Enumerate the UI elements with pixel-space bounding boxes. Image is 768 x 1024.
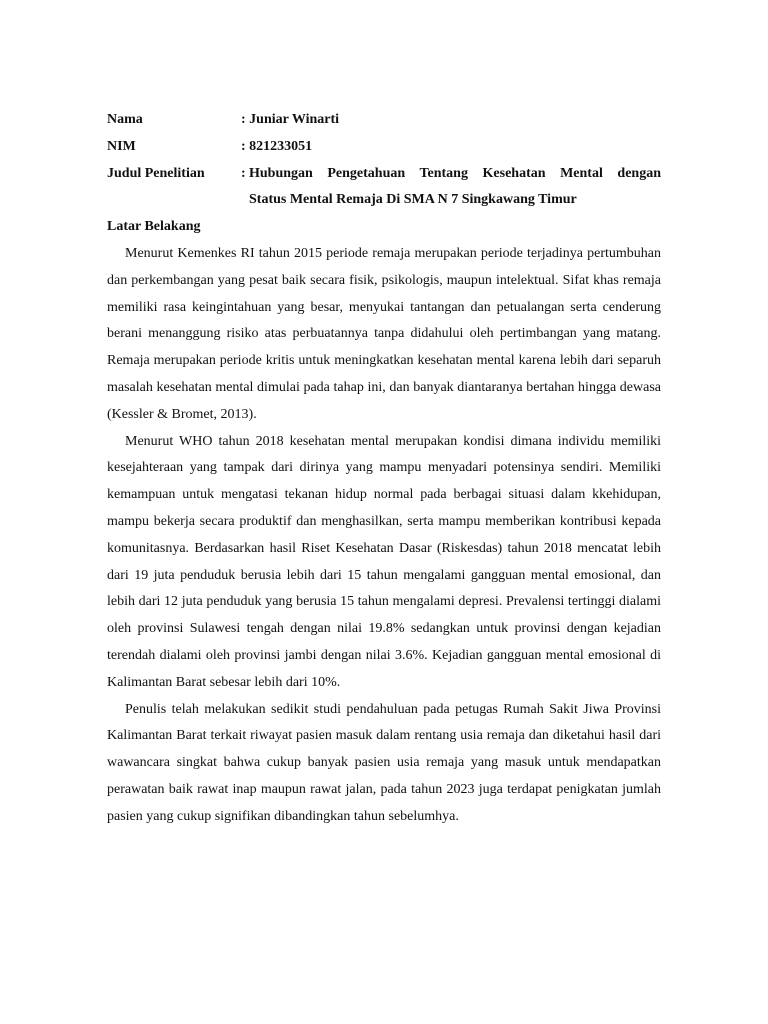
- paragraph-1: Menurut Kemenkes RI tahun 2015 periode remaja merupakan periode terjadinya pertumbuhan dan perkembangan yang pesat baik secara fisik, psikologis, maupun intelektual. Sifat khas remaja memiliki rasa keingintahuan yang besar, menyukai tantangan dan petualangan serta cenderung berani menanggung risiko atas perbuatannya tanpa didahului oleh pertimbangan yang matang. Remaja merupakan periode kritis untuk meningkatkan kesehatan mental karena lebih dari separuh masalah kesehatan mental dimulai pada tahap ini, dan banyak diantaranya bertahan hingga dewasa (Kessler & Bromet, 2013).: [107, 245, 661, 422]
- nim-label: NIM: [107, 138, 136, 154]
- paragraph-2: Menurut WHO tahun 2018 kesehatan mental merupakan kondisi dimana individu memiliki kesejahteraan yang tampak dari dirinya yang mampu menyadari potensinya sendiri. Memiliki kemampuan untuk mengatasi tekanan hidup normal pada berbagai situasi dalam kkehidupan, mampu bekerja secara produktif dan menghasilkan, serta mampu memberikan kontribusi kepada komunitasnya. Berdasarkan hasil Riset Kesehatan Dasar (Riskesdas) tahun 2018 mencatat lebih dari 19 juta penduduk berusia lebih dari 15 tahun mengalami gangguan mental emosional, dan lebih dari 12 juta penduduk yang berusia 15 tahun mengalami depresi. Prevalensi tertinggi dialami oleh provinsi Sulawesi tengah dengan nilai 19.8% sedangkan untuk provinsi dengan kejadian terendah dialami oleh provinsi jambi dengan nilai 3.6%. Kejadian gangguan mental emosional di Kalimantan Barat sebesar lebih dari 10%.: [107, 433, 661, 690]
- judul-value-line2: Status Mental Remaja Di SMA N 7 Singkawang Timur: [249, 192, 577, 208]
- nama-value: : Juniar Winarti: [241, 112, 340, 127]
- meta-row-nama: [107, 107, 661, 134]
- meta-row-nim: [107, 134, 661, 161]
- nim-value: : 821233051: [241, 138, 313, 154]
- section-heading: Latar Belakang: [107, 219, 201, 235]
- nama-label: Nama: [107, 112, 143, 127]
- paragraph-3: Penulis telah melakukan sedikit studi pendahuluan pada petugas Rumah Sakit Jiwa Provinsi Kalimantan Barat terkait riwayat pasien masuk dalam rentang usia remaja dan diketahui hasil dari wawancara singkat bahwa cukup banyak pasien usia remaja yang masuk untuk mendapatkan perawatan baik rawat inap maupun rawat jalan, pada tahun 2023 juga terdapat penigkatan jumlah pasien yang cukup signifikan dibandingkan tahun sebelumhya.: [107, 701, 661, 824]
- meta-row-judul: [107, 161, 661, 188]
- judul-label: Judul Penelitian: [107, 165, 205, 181]
- judul-value-line1: Hubungan Pengetahuan Tentang Kesehatan Mental dengan: [249, 165, 661, 181]
- document-page: [107, 107, 661, 831]
- judul-colon: :: [241, 165, 246, 181]
